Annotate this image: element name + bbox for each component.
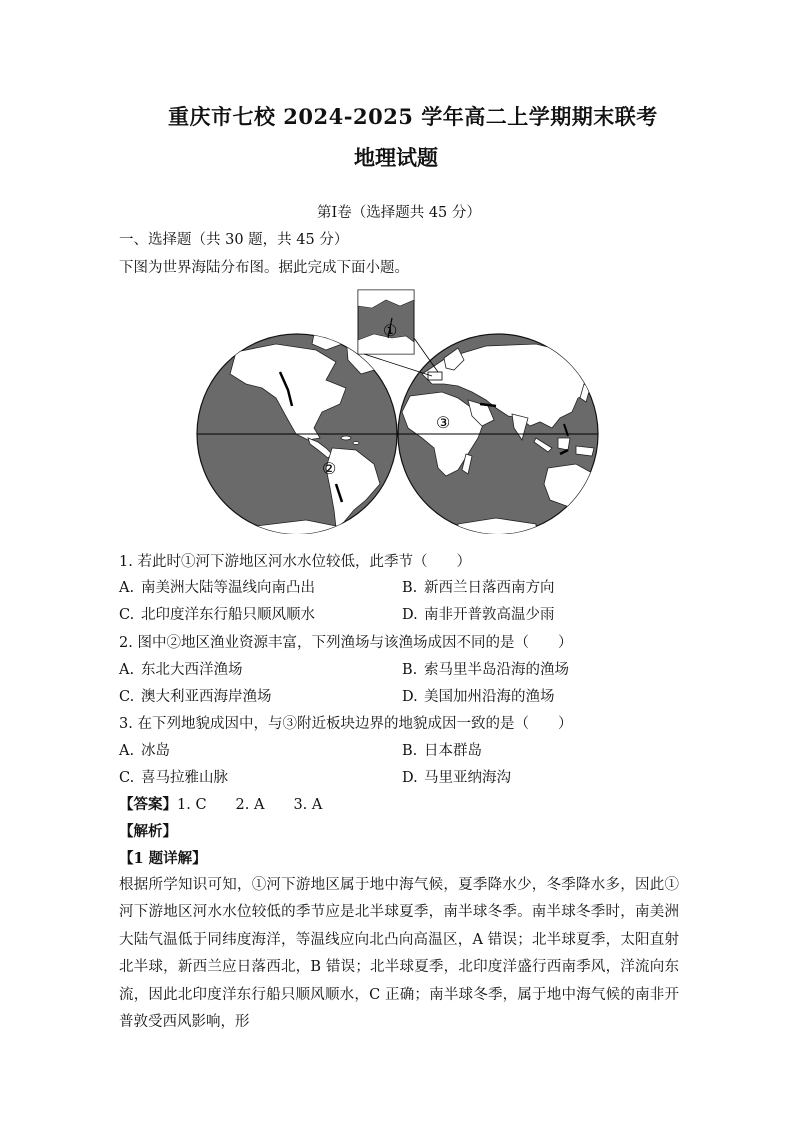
option-label: B.	[402, 743, 418, 759]
answer-label: 【答案】	[119, 796, 177, 813]
marker-2: ②	[322, 459, 337, 478]
question-1-option-d	[402, 605, 555, 625]
analysis-label: 【解析】	[119, 823, 177, 840]
answer-items: 1. C 2. A 3. A	[177, 797, 323, 813]
caribbean-island	[353, 442, 359, 445]
option-text: 日本群岛	[424, 743, 482, 759]
question-1-option-a	[119, 578, 315, 598]
world-map-figure	[196, 288, 602, 534]
option-text: 冰岛	[141, 743, 170, 759]
question-1-option-b	[402, 578, 555, 598]
question-2-stem: 2. 图中②地区渔业资源丰富，下列渔场与该渔场成因不同的是（ ）	[119, 635, 573, 651]
page-subtitle: 地理试题	[354, 145, 438, 170]
detail-label: 【1 题详解】	[119, 850, 207, 867]
option-text: 东北大西洋渔场	[141, 662, 243, 678]
option-label: D.	[402, 607, 418, 623]
question-3-option-a	[119, 741, 170, 761]
option-label: A.	[119, 580, 135, 596]
page-title: 重庆市七校 2024-2025 学年高二上学期期末联考	[168, 104, 658, 129]
analysis-paragraph: 根据所学知识可知，①河下游地区属于地中海气候，夏季降水少，冬季降水多，因此①河下游地区河水水位较低的季节应是北半球夏季，南半球冬季。南半球冬季时，南美洲大陆气温低于同纬度海洋，等温线应向北凸向高温区，A 错误；北半球夏季，太阳直射北半球，新西兰应日落西北，B 错误；北半球夏季，北印度洋盛行西南季风，洋流向东流，因此北印度洋东行船只顺风顺水，C 正确；南半球冬季，属于地中海气候的南非开普敦受西风影响，形	[119, 877, 679, 1031]
option-label: D.	[402, 770, 418, 786]
option-text: 马里亚纳海沟	[424, 770, 511, 786]
option-label: C.	[119, 770, 135, 786]
question-2-option-c	[119, 687, 272, 707]
option-text: 南美洲大陆等温线向南凸出	[141, 580, 315, 596]
question-3-stem: 3. 在下列地貌成因中，与③附近板块边界的地貌成因一致的是（ ）	[119, 716, 573, 732]
question-1-stem: 1. 若此时①河下游地区河水水位较低，此季节（ ）	[119, 554, 471, 570]
option-label: C.	[119, 607, 135, 623]
option-text: 北印度洋东行船只顺风顺水	[141, 607, 315, 623]
question-3-option-c	[119, 768, 228, 788]
option-text: 澳大利亚西海岸渔场	[141, 689, 272, 705]
answer-line	[119, 795, 322, 815]
borneo-land	[558, 438, 570, 450]
option-text: 索马里半岛沿海的渔场	[424, 662, 569, 678]
option-text: 新西兰日落西南方向	[424, 580, 555, 596]
option-label: B.	[402, 580, 418, 596]
caribbean-island	[341, 436, 351, 440]
intro-text: 下图为世界海陆分布图。据此完成下面小题。	[119, 260, 409, 276]
option-label: C.	[119, 689, 135, 705]
option-text: 美国加州沿海的渔场	[424, 689, 555, 705]
section-heading: 一、选择题（共 30 题，共 45 分）	[119, 232, 349, 248]
marker-1: ①	[383, 321, 398, 340]
question-2-option-a	[119, 660, 243, 680]
option-label: B.	[402, 662, 418, 678]
part-title: 第Ⅰ卷（选择题共 45 分）	[317, 205, 481, 221]
option-label: A.	[119, 743, 135, 759]
question-3-option-b	[402, 741, 482, 761]
marker-3: ③	[436, 413, 451, 432]
question-2-option-d	[402, 687, 555, 707]
world-map-svg	[196, 288, 602, 534]
option-label: A.	[119, 662, 135, 678]
question-1-option-c	[119, 605, 315, 625]
question-3-option-d	[402, 768, 511, 788]
new-guinea-land	[576, 446, 594, 456]
question-2-option-b	[402, 660, 569, 680]
option-text: 南非开普敦高温少雨	[424, 607, 555, 623]
option-text: 喜马拉雅山脉	[141, 770, 228, 786]
option-label: D.	[402, 689, 418, 705]
